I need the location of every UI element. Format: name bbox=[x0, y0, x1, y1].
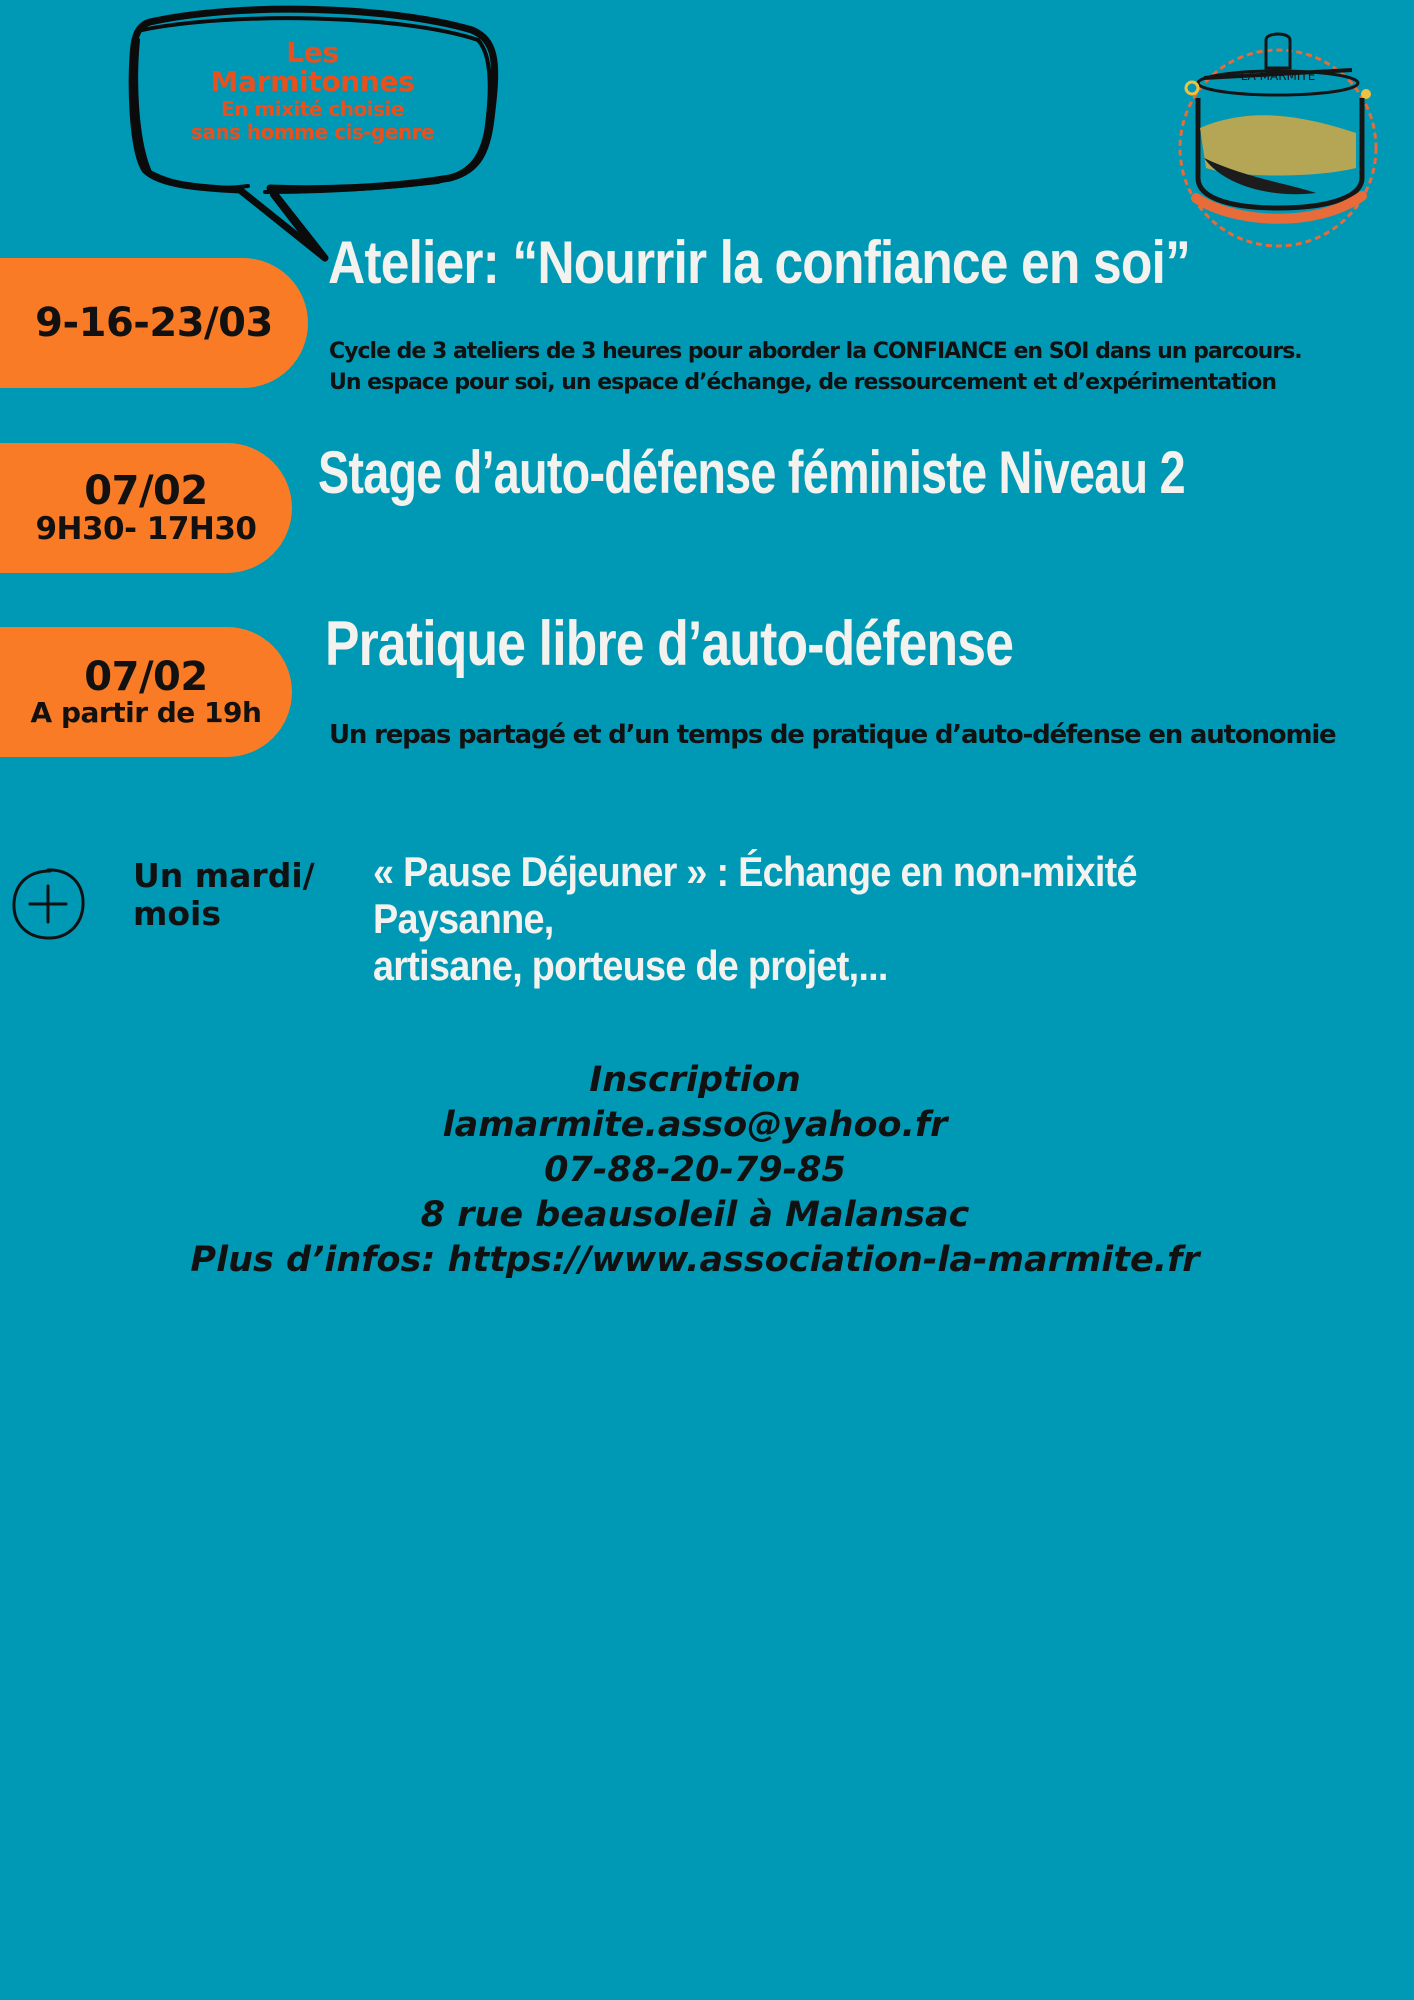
monthly-frequency-line: Un mardi/ bbox=[133, 856, 315, 895]
event-date: 9-16-23/03 bbox=[35, 300, 273, 346]
group-subtitle-line1: En mixité choisie bbox=[221, 96, 404, 121]
event-title-atelier: Atelier: “Nourrir la confiance en soi” bbox=[328, 229, 1190, 296]
event-description-pratique: Un repas partagé et d’un temps de pratique d’auto-défense en autonomie bbox=[329, 720, 1336, 750]
contact-website: Plus d’infos: https://www.association-la-marmite.fr bbox=[190, 1240, 1200, 1280]
event-description-atelier bbox=[329, 337, 1302, 399]
monthly-event-line: « Pause Déjeuner » : Échange en non-mixité Paysanne, bbox=[373, 848, 1137, 943]
contact-address: 8 rue beausoleil à Malansac bbox=[420, 1195, 970, 1235]
event-date-badge-1 bbox=[0, 258, 308, 388]
event-title-stage: Stage d’auto-défense féministe Niveau 2 bbox=[318, 439, 1185, 506]
event-time: 9H30- 17H30 bbox=[35, 510, 257, 547]
logo-text: LA MARMITE bbox=[1240, 69, 1316, 83]
event-date: 07/02 bbox=[84, 467, 208, 514]
monthly-frequency-label bbox=[133, 857, 333, 933]
event-date-badge-3 bbox=[0, 627, 292, 757]
contact-email: lamarmite.asso@yahoo.fr bbox=[442, 1105, 948, 1145]
monthly-event-description bbox=[373, 848, 1273, 989]
la-marmite-logo bbox=[1166, 28, 1390, 248]
cooking-pot-logo-icon bbox=[1166, 28, 1390, 248]
monthly-frequency-line: mois bbox=[133, 893, 222, 933]
event-date-badge-2 bbox=[0, 443, 292, 573]
event-time: A partir de 19h bbox=[30, 695, 262, 729]
contact-block bbox=[0, 1058, 1390, 1283]
event-description-line: Un espace pour soi, un espace d’échange, de ressourcement et d’expérimentation bbox=[329, 369, 1276, 395]
plus-circle-icon bbox=[8, 864, 88, 944]
bubble-text bbox=[155, 38, 470, 143]
group-name-line1: Les bbox=[286, 36, 339, 69]
event-date: 07/02 bbox=[84, 653, 208, 700]
event-description-line: Cycle de 3 ateliers de 3 heures pour aborder la CONFIANCE en SOI dans un parcours. bbox=[329, 339, 1302, 364]
group-name-line2: Marmitonnes bbox=[210, 65, 415, 99]
monthly-event-line: artisane, porteuse de projet,... bbox=[373, 942, 888, 990]
event-title-pratique: Pratique libre d’auto-défense bbox=[325, 609, 1014, 679]
contact-heading: Inscription bbox=[589, 1060, 801, 1100]
group-subtitle-line2: sans homme cis-genre bbox=[190, 119, 435, 144]
contact-phone: 07-88-20-79-85 bbox=[544, 1150, 846, 1190]
